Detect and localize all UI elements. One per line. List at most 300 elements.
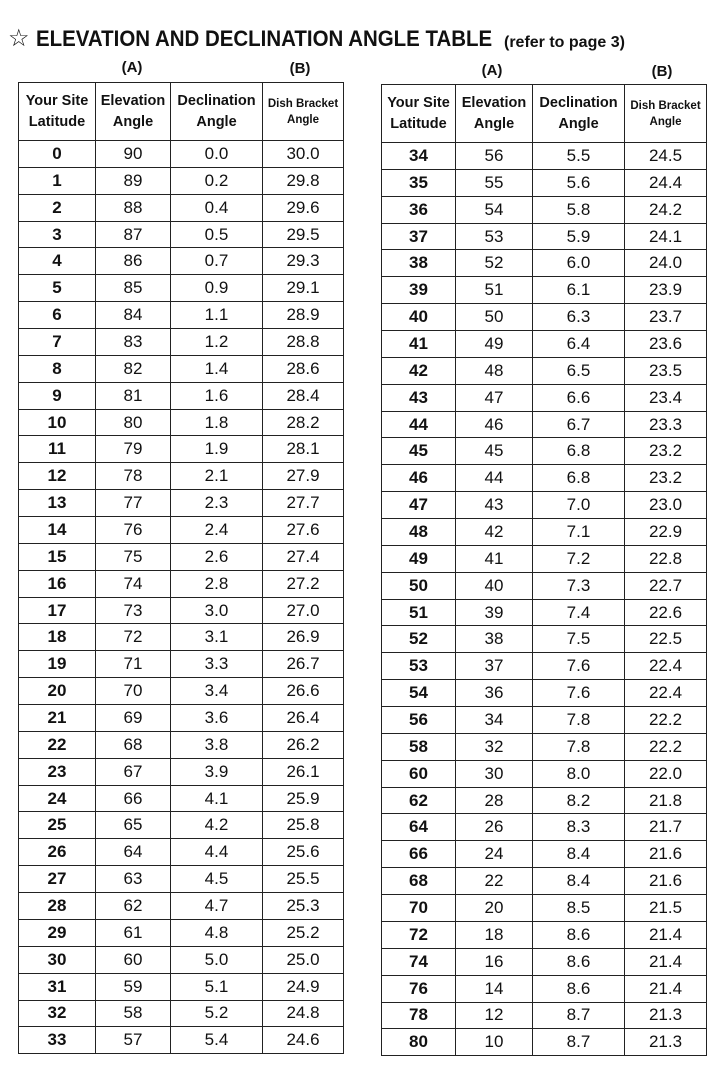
angle-table-right <box>381 84 707 1056</box>
table-row <box>19 490 344 517</box>
bracket-cell: 24.5 <box>625 143 707 170</box>
elevation-cell: 57 <box>96 1027 171 1054</box>
elevation-cell: 16 <box>456 948 533 975</box>
latitude-cell: 37 <box>382 223 456 250</box>
bracket-cell: 21.4 <box>625 921 707 948</box>
table-row <box>19 141 344 168</box>
table-row <box>382 277 707 304</box>
bracket-cell: 23.5 <box>625 357 707 384</box>
elevation-cell: 67 <box>96 758 171 785</box>
declination-cell: 1.6 <box>171 382 263 409</box>
bracket-cell: 24.6 <box>263 1027 344 1054</box>
table-row <box>19 302 344 329</box>
latitude-cell: 24 <box>19 785 96 812</box>
table-row <box>19 624 344 651</box>
latitude-cell: 33 <box>19 1027 96 1054</box>
bracket-cell: 22.4 <box>625 653 707 680</box>
latitude-cell: 19 <box>19 651 96 678</box>
latitude-cell: 40 <box>382 304 456 331</box>
elevation-cell: 51 <box>456 277 533 304</box>
elevation-cell: 56 <box>456 143 533 170</box>
bracket-cell: 21.6 <box>625 841 707 868</box>
elevation-cell: 41 <box>456 545 533 572</box>
table-row <box>382 169 707 196</box>
latitude-cell: 25 <box>19 812 96 839</box>
latitude-cell: 47 <box>382 492 456 519</box>
elevation-cell: 71 <box>96 651 171 678</box>
declination-cell: 6.4 <box>533 331 625 358</box>
bracket-cell: 25.5 <box>263 866 344 893</box>
declination-cell: 1.2 <box>171 329 263 356</box>
table-row <box>19 570 344 597</box>
elevation-cell: 84 <box>96 302 171 329</box>
elevation-cell: 54 <box>456 196 533 223</box>
bracket-cell: 30.0 <box>263 141 344 168</box>
elevation-cell: 66 <box>96 785 171 812</box>
declination-cell: 5.1 <box>171 973 263 1000</box>
table-row <box>382 572 707 599</box>
declination-cell: 6.6 <box>533 384 625 411</box>
table-row <box>382 868 707 895</box>
table-header-row <box>382 85 707 143</box>
elevation-cell: 73 <box>96 597 171 624</box>
table-row <box>382 519 707 546</box>
bracket-cell: 29.6 <box>263 194 344 221</box>
elevation-cell: 60 <box>96 946 171 973</box>
elevation-cell: 68 <box>96 731 171 758</box>
table-row <box>19 194 344 221</box>
declination-cell: 2.8 <box>171 570 263 597</box>
table-row <box>382 626 707 653</box>
declination-cell: 5.2 <box>171 1000 263 1027</box>
declination-cell: 5.4 <box>171 1027 263 1054</box>
bracket-cell: 23.2 <box>625 465 707 492</box>
table-row <box>382 1029 707 1056</box>
declination-cell: 7.1 <box>533 519 625 546</box>
star-icon: ☆ <box>8 25 30 52</box>
table-row <box>382 733 707 760</box>
elevation-cell: 81 <box>96 382 171 409</box>
header-elevation: Elevation Angle <box>456 85 533 143</box>
table-row <box>19 1027 344 1054</box>
elevation-cell: 63 <box>96 866 171 893</box>
declination-cell: 8.7 <box>533 1029 625 1056</box>
latitude-cell: 1 <box>19 167 96 194</box>
declination-cell: 7.2 <box>533 545 625 572</box>
declination-cell: 4.4 <box>171 839 263 866</box>
latitude-cell: 18 <box>19 624 96 651</box>
table-row <box>382 250 707 277</box>
elevation-cell: 32 <box>456 733 533 760</box>
page-title <box>8 24 625 53</box>
declination-cell: 8.0 <box>533 760 625 787</box>
latitude-cell: 11 <box>19 436 96 463</box>
right-col-b-label: (B) <box>651 63 673 80</box>
latitude-cell: 10 <box>19 409 96 436</box>
elevation-cell: 86 <box>96 248 171 275</box>
latitude-cell: 66 <box>382 841 456 868</box>
table-row <box>382 143 707 170</box>
table-row <box>19 839 344 866</box>
declination-cell: 5.9 <box>533 223 625 250</box>
bracket-cell: 21.4 <box>625 975 707 1002</box>
table-row <box>19 731 344 758</box>
bracket-cell: 28.6 <box>263 355 344 382</box>
latitude-cell: 26 <box>19 839 96 866</box>
latitude-cell: 22 <box>19 731 96 758</box>
bracket-cell: 23.9 <box>625 277 707 304</box>
elevation-cell: 87 <box>96 221 171 248</box>
header-dish-bracket: Dish Bracket Angle <box>625 85 707 143</box>
declination-cell: 1.4 <box>171 355 263 382</box>
declination-cell: 4.2 <box>171 812 263 839</box>
bracket-cell: 24.4 <box>625 169 707 196</box>
declination-cell: 8.6 <box>533 948 625 975</box>
declination-cell: 7.4 <box>533 599 625 626</box>
declination-cell: 0.4 <box>171 194 263 221</box>
table-row <box>19 382 344 409</box>
table-row <box>19 221 344 248</box>
declination-cell: 0.5 <box>171 221 263 248</box>
elevation-cell: 38 <box>456 626 533 653</box>
table-row <box>382 760 707 787</box>
table-row <box>19 597 344 624</box>
latitude-cell: 42 <box>382 357 456 384</box>
bracket-cell: 25.6 <box>263 839 344 866</box>
latitude-cell: 28 <box>19 893 96 920</box>
table-row <box>382 438 707 465</box>
bracket-cell: 24.0 <box>625 250 707 277</box>
bracket-cell: 26.2 <box>263 731 344 758</box>
bracket-cell: 26.4 <box>263 705 344 732</box>
header-declination: Declination Angle <box>171 83 263 141</box>
declination-cell: 7.5 <box>533 626 625 653</box>
declination-cell: 6.7 <box>533 411 625 438</box>
bracket-cell: 22.5 <box>625 626 707 653</box>
elevation-cell: 74 <box>96 570 171 597</box>
table-row <box>19 543 344 570</box>
bracket-cell: 26.7 <box>263 651 344 678</box>
bracket-cell: 21.3 <box>625 1029 707 1056</box>
latitude-cell: 14 <box>19 517 96 544</box>
bracket-cell: 28.8 <box>263 329 344 356</box>
elevation-cell: 18 <box>456 921 533 948</box>
bracket-cell: 24.2 <box>625 196 707 223</box>
elevation-cell: 46 <box>456 411 533 438</box>
table-row <box>382 921 707 948</box>
table-row <box>19 355 344 382</box>
latitude-cell: 53 <box>382 653 456 680</box>
bracket-cell: 26.6 <box>263 678 344 705</box>
elevation-cell: 47 <box>456 384 533 411</box>
table-row <box>19 517 344 544</box>
elevation-cell: 55 <box>456 169 533 196</box>
declination-cell: 6.8 <box>533 438 625 465</box>
header-declination: Declination Angle <box>533 85 625 143</box>
table-row <box>382 680 707 707</box>
latitude-cell: 76 <box>382 975 456 1002</box>
bracket-cell: 26.9 <box>263 624 344 651</box>
table-row <box>19 275 344 302</box>
elevation-cell: 50 <box>456 304 533 331</box>
elevation-cell: 48 <box>456 357 533 384</box>
declination-cell: 2.4 <box>171 517 263 544</box>
elevation-cell: 28 <box>456 787 533 814</box>
declination-cell: 8.7 <box>533 1002 625 1029</box>
bracket-cell: 21.5 <box>625 895 707 922</box>
latitude-cell: 4 <box>19 248 96 275</box>
declination-cell: 4.7 <box>171 893 263 920</box>
latitude-cell: 39 <box>382 277 456 304</box>
latitude-cell: 5 <box>19 275 96 302</box>
declination-cell: 8.2 <box>533 787 625 814</box>
declination-cell: 5.0 <box>171 946 263 973</box>
elevation-cell: 61 <box>96 919 171 946</box>
bracket-cell: 27.0 <box>263 597 344 624</box>
latitude-cell: 12 <box>19 463 96 490</box>
elevation-cell: 83 <box>96 329 171 356</box>
table-header-row <box>19 83 344 141</box>
table-row <box>382 841 707 868</box>
declination-cell: 4.8 <box>171 919 263 946</box>
bracket-cell: 22.6 <box>625 599 707 626</box>
elevation-cell: 85 <box>96 275 171 302</box>
declination-cell: 8.5 <box>533 895 625 922</box>
declination-cell: 8.3 <box>533 814 625 841</box>
table-row <box>19 409 344 436</box>
table-row <box>382 895 707 922</box>
header-elevation: Elevation Angle <box>96 83 171 141</box>
table-row <box>19 919 344 946</box>
latitude-cell: 46 <box>382 465 456 492</box>
table-row <box>382 384 707 411</box>
latitude-cell: 62 <box>382 787 456 814</box>
table-row <box>19 973 344 1000</box>
header-latitude: Your Site Latitude <box>382 85 456 143</box>
table-row <box>19 866 344 893</box>
bracket-cell: 23.4 <box>625 384 707 411</box>
elevation-cell: 30 <box>456 760 533 787</box>
latitude-cell: 51 <box>382 599 456 626</box>
bracket-cell: 21.6 <box>625 868 707 895</box>
table-row <box>382 707 707 734</box>
declination-cell: 0.0 <box>171 141 263 168</box>
declination-cell: 2.1 <box>171 463 263 490</box>
table-row <box>382 492 707 519</box>
latitude-cell: 23 <box>19 758 96 785</box>
latitude-cell: 8 <box>19 355 96 382</box>
elevation-cell: 49 <box>456 331 533 358</box>
table-row <box>19 248 344 275</box>
table-row <box>19 329 344 356</box>
elevation-cell: 14 <box>456 975 533 1002</box>
latitude-cell: 70 <box>382 895 456 922</box>
table-row <box>382 411 707 438</box>
elevation-cell: 75 <box>96 543 171 570</box>
latitude-cell: 9 <box>19 382 96 409</box>
table-row <box>19 463 344 490</box>
table-row <box>382 304 707 331</box>
angle-table-left <box>18 82 344 1054</box>
latitude-cell: 58 <box>382 733 456 760</box>
elevation-cell: 58 <box>96 1000 171 1027</box>
bracket-cell: 28.2 <box>263 409 344 436</box>
declination-cell: 2.6 <box>171 543 263 570</box>
latitude-cell: 2 <box>19 194 96 221</box>
elevation-cell: 37 <box>456 653 533 680</box>
declination-cell: 1.9 <box>171 436 263 463</box>
elevation-cell: 80 <box>96 409 171 436</box>
bracket-cell: 25.9 <box>263 785 344 812</box>
declination-cell: 3.4 <box>171 678 263 705</box>
bracket-cell: 21.4 <box>625 948 707 975</box>
declination-cell: 7.8 <box>533 707 625 734</box>
latitude-cell: 38 <box>382 250 456 277</box>
latitude-cell: 36 <box>382 196 456 223</box>
elevation-cell: 20 <box>456 895 533 922</box>
title-main: ELEVATION AND DECLINATION ANGLE TABLE <box>35 26 492 51</box>
table-row <box>19 893 344 920</box>
bracket-cell: 22.2 <box>625 707 707 734</box>
bracket-cell: 22.7 <box>625 572 707 599</box>
bracket-cell: 25.0 <box>263 946 344 973</box>
declination-cell: 3.6 <box>171 705 263 732</box>
elevation-cell: 12 <box>456 1002 533 1029</box>
bracket-cell: 23.3 <box>625 411 707 438</box>
latitude-cell: 50 <box>382 572 456 599</box>
latitude-cell: 34 <box>382 143 456 170</box>
latitude-cell: 13 <box>19 490 96 517</box>
elevation-cell: 42 <box>456 519 533 546</box>
bracket-cell: 22.8 <box>625 545 707 572</box>
declination-cell: 0.9 <box>171 275 263 302</box>
declination-cell: 6.5 <box>533 357 625 384</box>
latitude-cell: 72 <box>382 921 456 948</box>
declination-cell: 0.7 <box>171 248 263 275</box>
elevation-cell: 82 <box>96 355 171 382</box>
bracket-cell: 24.9 <box>263 973 344 1000</box>
declination-cell: 1.8 <box>171 409 263 436</box>
elevation-cell: 78 <box>96 463 171 490</box>
latitude-cell: 80 <box>382 1029 456 1056</box>
latitude-cell: 15 <box>19 543 96 570</box>
elevation-cell: 76 <box>96 517 171 544</box>
latitude-cell: 6 <box>19 302 96 329</box>
bracket-cell: 23.0 <box>625 492 707 519</box>
bracket-cell: 22.4 <box>625 680 707 707</box>
latitude-cell: 54 <box>382 680 456 707</box>
bracket-cell: 23.7 <box>625 304 707 331</box>
elevation-cell: 64 <box>96 839 171 866</box>
bracket-cell: 23.6 <box>625 331 707 358</box>
bracket-cell: 23.2 <box>625 438 707 465</box>
declination-cell: 4.1 <box>171 785 263 812</box>
latitude-cell: 31 <box>19 973 96 1000</box>
table-row <box>19 436 344 463</box>
table-row <box>382 787 707 814</box>
elevation-cell: 53 <box>456 223 533 250</box>
latitude-cell: 0 <box>19 141 96 168</box>
declination-cell: 8.4 <box>533 841 625 868</box>
declination-cell: 0.2 <box>171 167 263 194</box>
bracket-cell: 25.3 <box>263 893 344 920</box>
declination-cell: 5.6 <box>533 169 625 196</box>
table-row <box>19 167 344 194</box>
latitude-cell: 21 <box>19 705 96 732</box>
table-row <box>382 599 707 626</box>
elevation-cell: 40 <box>456 572 533 599</box>
bracket-cell: 22.0 <box>625 760 707 787</box>
latitude-cell: 29 <box>19 919 96 946</box>
table-row <box>382 196 707 223</box>
declination-cell: 3.8 <box>171 731 263 758</box>
latitude-cell: 3 <box>19 221 96 248</box>
elevation-cell: 90 <box>96 141 171 168</box>
bracket-cell: 25.8 <box>263 812 344 839</box>
table-row <box>382 975 707 1002</box>
declination-cell: 7.0 <box>533 492 625 519</box>
declination-cell: 8.4 <box>533 868 625 895</box>
declination-cell: 6.3 <box>533 304 625 331</box>
elevation-cell: 36 <box>456 680 533 707</box>
bracket-cell: 22.9 <box>625 519 707 546</box>
elevation-cell: 72 <box>96 624 171 651</box>
elevation-cell: 10 <box>456 1029 533 1056</box>
latitude-cell: 60 <box>382 760 456 787</box>
table-row <box>382 814 707 841</box>
bracket-cell: 27.7 <box>263 490 344 517</box>
bracket-cell: 25.2 <box>263 919 344 946</box>
latitude-cell: 64 <box>382 814 456 841</box>
declination-cell: 6.1 <box>533 277 625 304</box>
declination-cell: 2.3 <box>171 490 263 517</box>
bracket-cell: 27.4 <box>263 543 344 570</box>
latitude-cell: 52 <box>382 626 456 653</box>
table-row <box>382 357 707 384</box>
table-row <box>19 946 344 973</box>
elevation-cell: 70 <box>96 678 171 705</box>
bracket-cell: 28.4 <box>263 382 344 409</box>
latitude-cell: 78 <box>382 1002 456 1029</box>
latitude-cell: 35 <box>382 169 456 196</box>
elevation-cell: 65 <box>96 812 171 839</box>
latitude-cell: 74 <box>382 948 456 975</box>
bracket-cell: 29.8 <box>263 167 344 194</box>
declination-cell: 8.6 <box>533 975 625 1002</box>
elevation-cell: 77 <box>96 490 171 517</box>
table-row <box>382 223 707 250</box>
elevation-cell: 62 <box>96 893 171 920</box>
right-col-a-label: (A) <box>481 62 503 79</box>
elevation-cell: 34 <box>456 707 533 734</box>
elevation-cell: 69 <box>96 705 171 732</box>
bracket-cell: 29.1 <box>263 275 344 302</box>
latitude-cell: 68 <box>382 868 456 895</box>
elevation-cell: 52 <box>456 250 533 277</box>
bracket-cell: 29.5 <box>263 221 344 248</box>
bracket-cell: 21.3 <box>625 1002 707 1029</box>
declination-cell: 7.3 <box>533 572 625 599</box>
latitude-cell: 30 <box>19 946 96 973</box>
table-row <box>382 653 707 680</box>
bracket-cell: 29.3 <box>263 248 344 275</box>
elevation-cell: 26 <box>456 814 533 841</box>
table-row <box>19 1000 344 1027</box>
latitude-cell: 20 <box>19 678 96 705</box>
table-row <box>19 705 344 732</box>
declination-cell: 7.6 <box>533 680 625 707</box>
table-row <box>19 678 344 705</box>
